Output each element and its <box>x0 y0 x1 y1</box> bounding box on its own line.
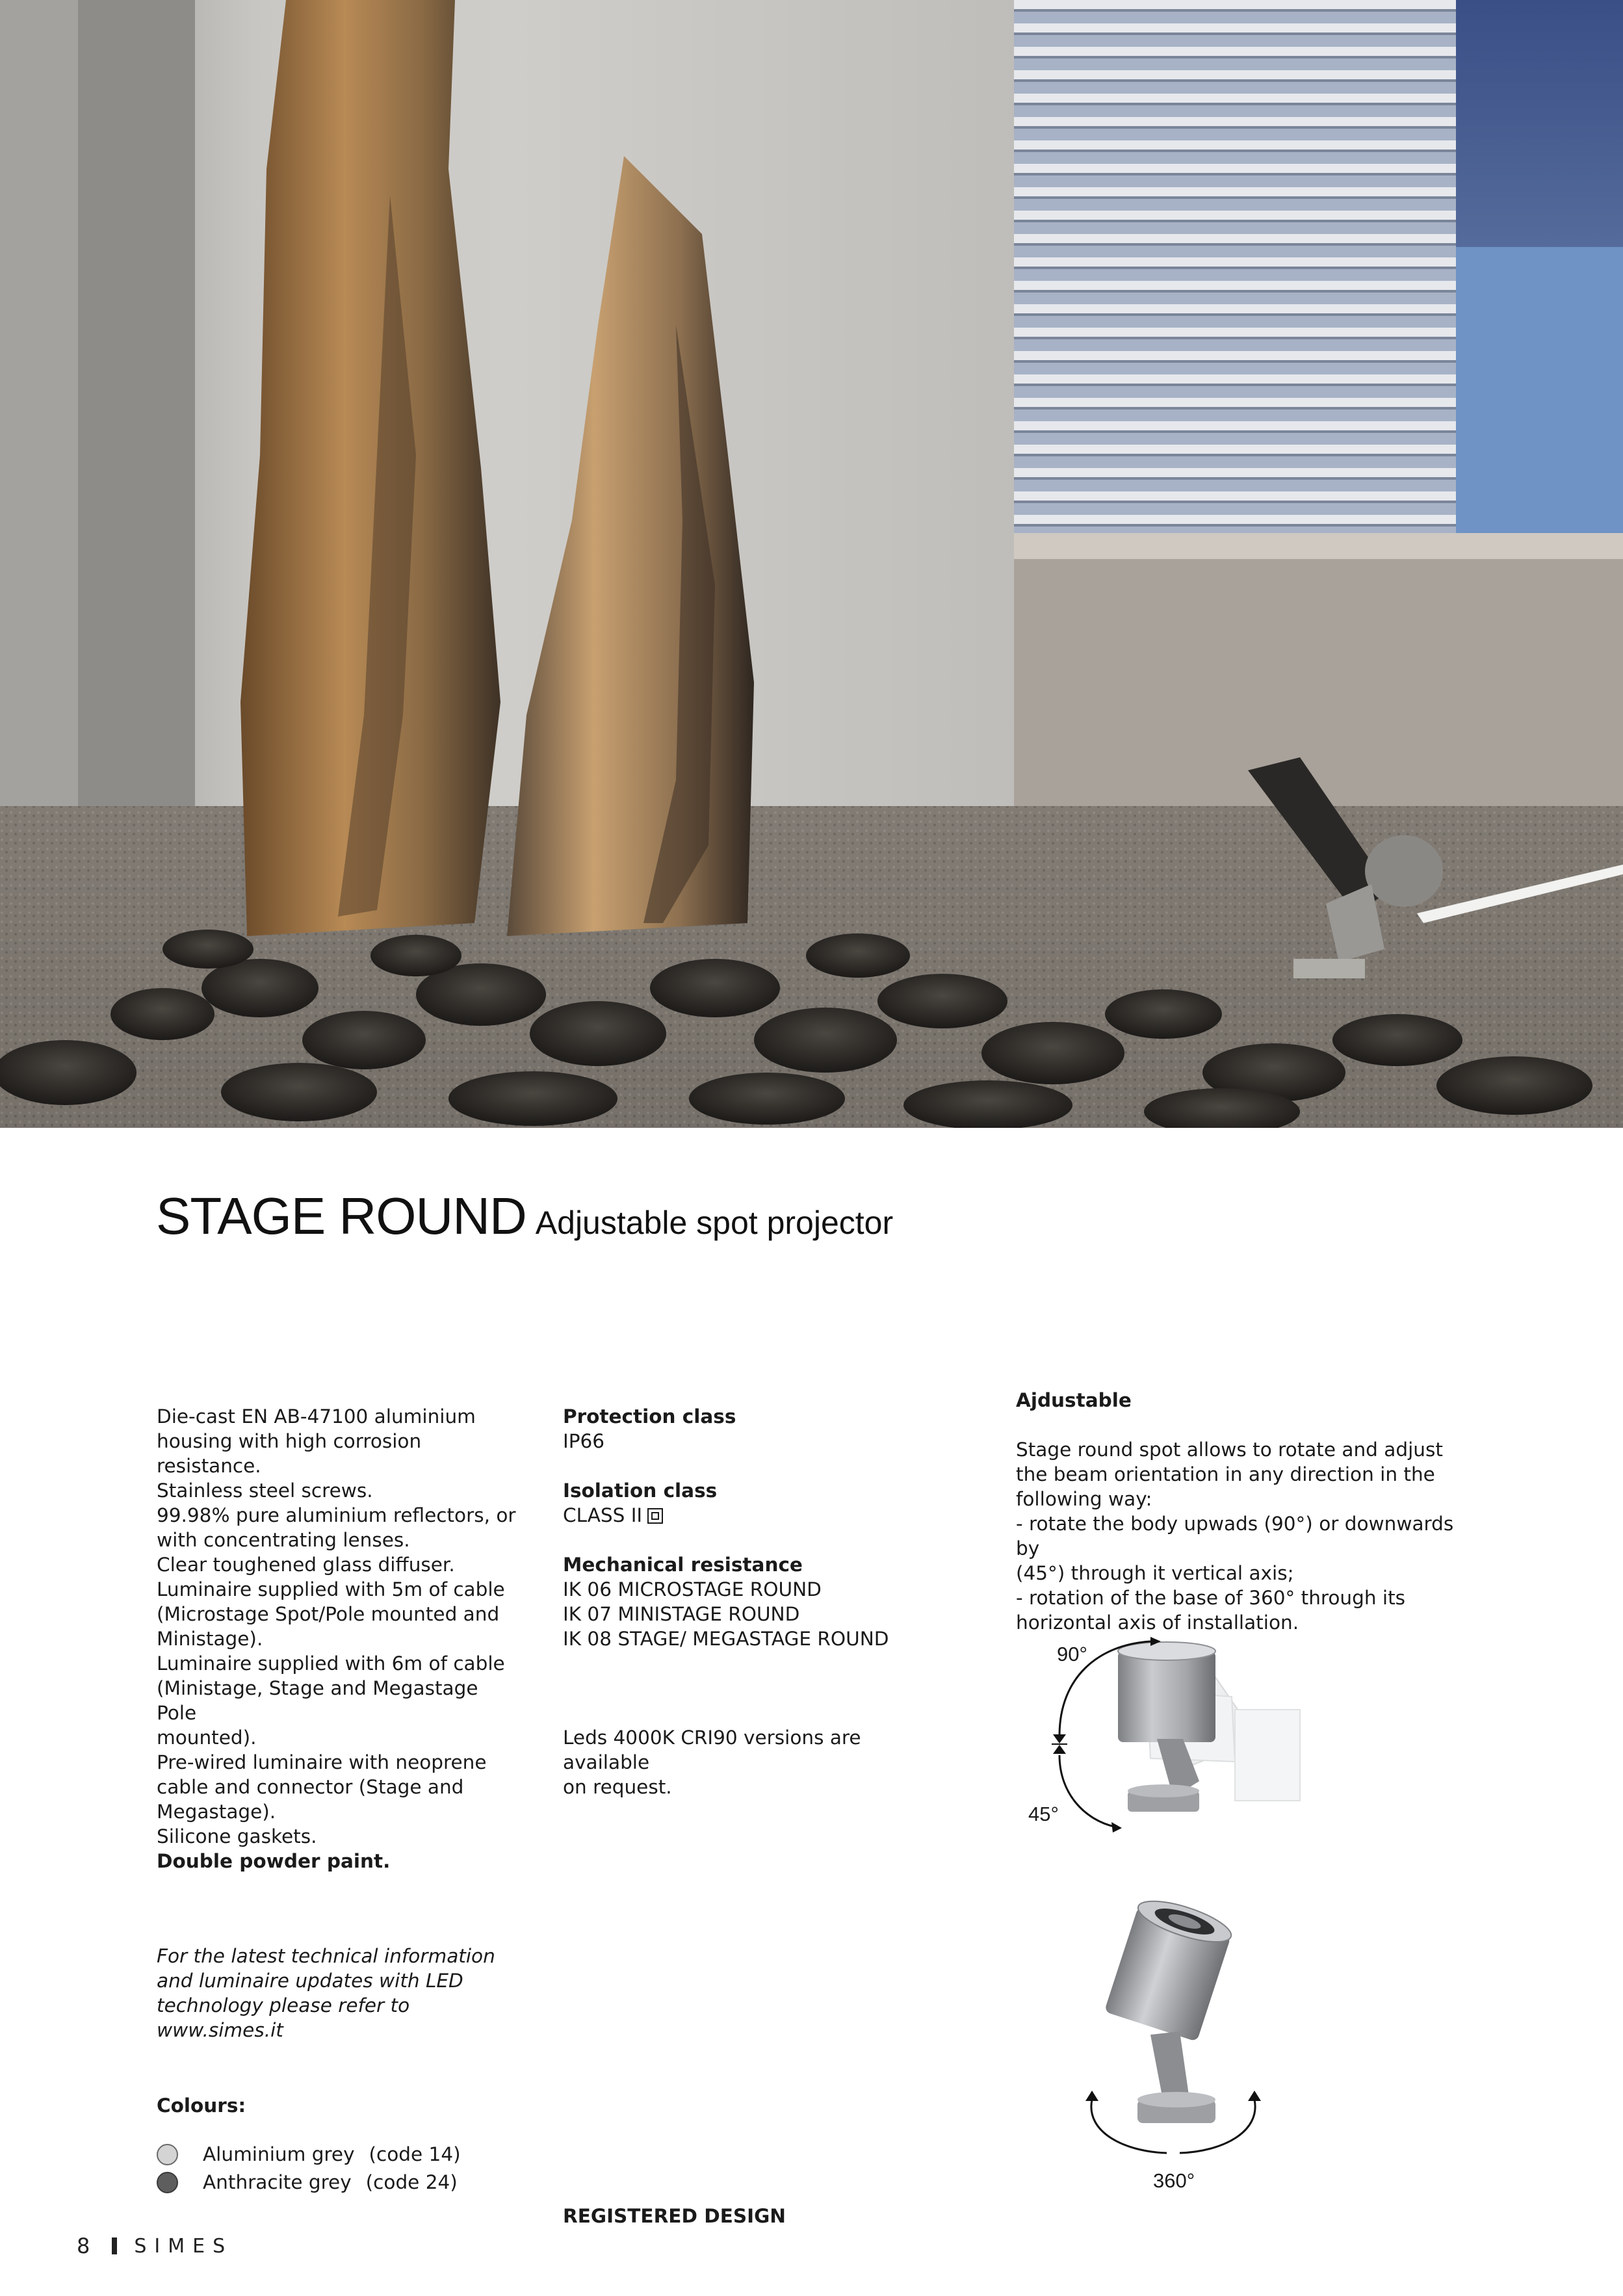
description-line: Clear toughened glass diffuser. <box>157 1554 455 1576</box>
protection-class-label: Protection class <box>563 1405 736 1428</box>
hero-scene-illustration <box>0 0 1623 1128</box>
colours-heading: Colours: <box>157 2094 246 2117</box>
rotation-diagram-svg <box>1053 1885 1274 2178</box>
description-line: housing with high corrosion resistance. <box>157 1430 422 1477</box>
description-line: 99.98% pure aluminium reflectors, or <box>157 1504 516 1526</box>
description-line: Stainless steel screws. <box>157 1480 373 1502</box>
latest-info <box>157 1944 521 2042</box>
mechanical-resistance-label: Mechanical resistance <box>563 1554 803 1576</box>
adjustable-line: horizontal axis of installation. <box>1016 1611 1299 1634</box>
description-line: (Ministage, Stage and Megastage Pole <box>157 1677 478 1724</box>
aluminium-grey-swatch <box>157 2144 178 2165</box>
mechanical-resistance-value: IK 07 MINISTAGE ROUND <box>563 1603 800 1625</box>
latest-info-line: technology please refer to <box>157 1994 410 2016</box>
description-line: (Microstage Spot/Pole mounted and <box>157 1603 500 1625</box>
description-line: Silicone gaskets. <box>157 1825 317 1847</box>
description-line: mounted). <box>157 1727 257 1749</box>
angle-rotate-label: 360° <box>1153 2169 1195 2192</box>
description-bold-line: Double powder paint. <box>157 1850 391 1872</box>
adjustable-line: the beam orientation in any direction in the <box>1016 1463 1435 1485</box>
colour-name: Anthracite grey <box>203 2171 352 2193</box>
brand-name: SIMES <box>134 2234 233 2258</box>
description-line: Pre-wired luminaire with neoprene <box>157 1751 487 1773</box>
description-column <box>157 1404 521 1873</box>
footer-separator <box>112 2237 117 2254</box>
product-title <box>156 1186 893 1246</box>
latest-info-line: For the latest technical information <box>157 1945 495 1967</box>
page-number: 8 <box>77 2234 90 2258</box>
product-name: STAGE ROUND <box>156 1187 526 1245</box>
description-line: Die-cast EN AB-47100 aluminium <box>157 1405 476 1428</box>
protection-class-value: IP66 <box>563 1430 605 1452</box>
colour-option-aluminium <box>157 2142 461 2167</box>
adjustable-line: following way: <box>1016 1488 1152 1510</box>
specs-column <box>563 1404 953 1799</box>
description-line: with concentrating lenses. <box>157 1529 410 1551</box>
description-line: cable and connector (Stage and <box>157 1776 464 1798</box>
leds-note-line: on request. <box>563 1776 672 1798</box>
adjustable-column <box>1016 1388 1471 1635</box>
adjustable-line: - rotate the body upwads (90°) or downwards by <box>1016 1513 1454 1559</box>
angle-down-label: 45° <box>1028 1803 1059 1825</box>
adjustable-line: (45°) through it vertical axis; <box>1016 1562 1294 1584</box>
latest-info-line: and luminaire updates with LED <box>157 1970 463 1992</box>
description-line: Luminaire supplied with 5m of cable <box>157 1578 505 1600</box>
description-line: Megastage). <box>157 1801 276 1823</box>
isolation-class-label: Isolation class <box>563 1480 718 1502</box>
adjustable-heading: Ajdustable <box>1016 1389 1132 1411</box>
colour-name: Aluminium grey <box>203 2143 355 2165</box>
mechanical-resistance-value: IK 08 STAGE/ MEGASTAGE ROUND <box>563 1628 889 1650</box>
colour-code: (code 24) <box>365 2171 458 2193</box>
colour-option-anthracite <box>157 2170 458 2195</box>
leds-note-line: Leds 4000K CRI90 versions are available <box>563 1727 861 1773</box>
class-ii-icon <box>647 1508 663 1524</box>
website-link[interactable]: www.simes.it <box>157 2019 283 2041</box>
product-subtitle: Adjustable spot projector <box>535 1205 894 1241</box>
anthracite-grey-swatch <box>157 2172 178 2193</box>
colour-code: (code 14) <box>369 2143 461 2165</box>
angle-up-label: 90° <box>1057 1643 1087 1665</box>
adjustable-line: Stage round spot allows to rotate and adjust <box>1016 1439 1443 1461</box>
description-line: Ministage). <box>157 1628 263 1650</box>
adjustable-line: - rotation of the base of 360° through its <box>1016 1587 1406 1609</box>
isolation-class-value: CLASS II <box>563 1504 643 1526</box>
isolation-class-row <box>563 1503 953 1528</box>
page-footer <box>77 2234 233 2258</box>
rotation-diagram <box>1053 1885 1274 2178</box>
registered-design: REGISTERED DESIGN <box>563 2205 786 2227</box>
mechanical-resistance-value: IK 06 MICROSTAGE ROUND <box>563 1578 822 1600</box>
hero-photo <box>0 0 1623 1128</box>
description-line: Luminaire supplied with 6m of cable <box>157 1652 505 1675</box>
